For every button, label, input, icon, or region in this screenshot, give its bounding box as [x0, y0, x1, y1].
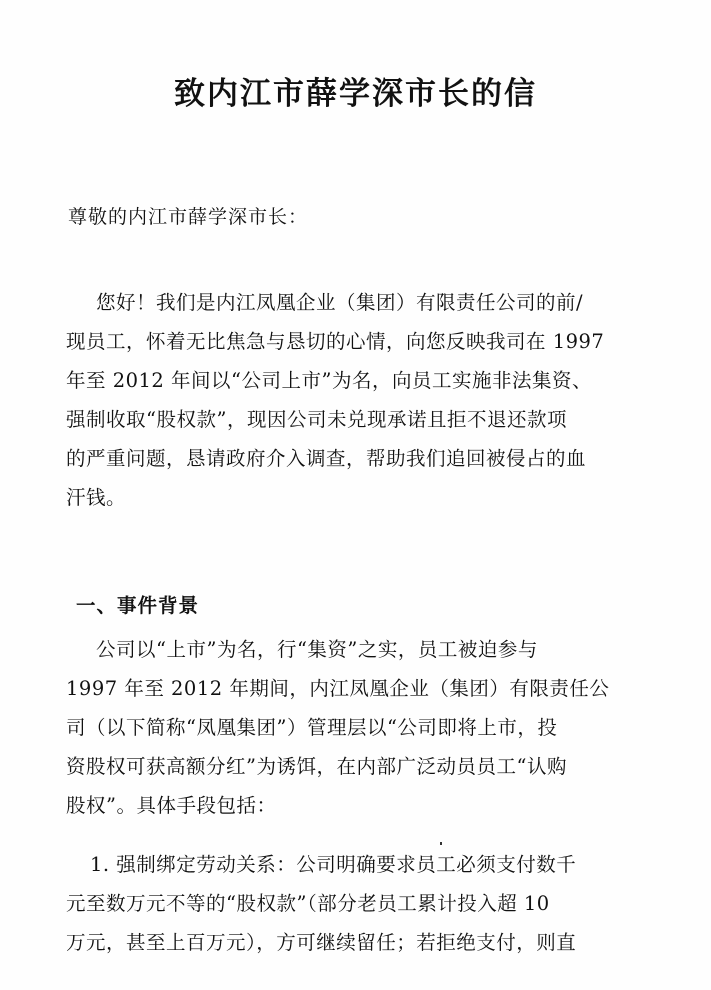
section-heading: 一、事件背景 — [76, 594, 200, 617]
letter-title: 致内江市薛学深市长的信 — [174, 76, 537, 112]
paragraph-line: 1997 年至 2012 年期间，内江凤凰企业（集团）有限责任公 — [66, 677, 610, 700]
paragraph-line: 您好！我们是内江凤凰企业（集团）有限责任公司的前/ — [96, 291, 584, 314]
paragraph-line: 1. 强制绑定劳动关系：公司明确要求员工必须支付数千 — [90, 853, 577, 876]
paragraph-line: 资股权可获高额分红”为诱饵，在内部广泛动员员工“认购 — [66, 755, 567, 778]
paragraph-line: 汗钱。 — [66, 486, 127, 509]
paragraph-line: 股权”。具体手段包括： — [66, 794, 277, 817]
paragraph-line: 年至 2012 年间以“公司上市”为名，向员工实施非法集资、 — [66, 369, 592, 392]
paragraph-line: 元至数万元不等的“股权款”（部分老员工累计投入超 10 — [66, 892, 550, 915]
background-paragraph — [66, 630, 632, 825]
opening-paragraph — [66, 283, 632, 517]
paragraph-line: 公司以“上市”为名，行“集资”之实，员工被迫参与 — [96, 638, 538, 661]
salutation: 尊敬的内江市薛学深市长： — [68, 206, 309, 228]
list-item-paragraph — [66, 845, 632, 962]
paragraph-line: 强制收取“股权款”，现因公司未兑现承诺且拒不退还款项 — [66, 408, 567, 431]
paragraph-line: 万元，甚至上百万元），方可继续留任；若拒绝支付，则直 — [66, 931, 577, 954]
paragraph-line: 司（以下简称“凤凰集团”）管理层以“公司即将上市，投 — [66, 716, 558, 739]
paragraph-line: 的严重问题，恳请政府介入调查，帮助我们追回被侵占的血 — [66, 447, 587, 470]
paragraph-line: 现员工，怀着无比焦急与恳切的心情，向您反映我司在 1997 — [66, 330, 605, 353]
